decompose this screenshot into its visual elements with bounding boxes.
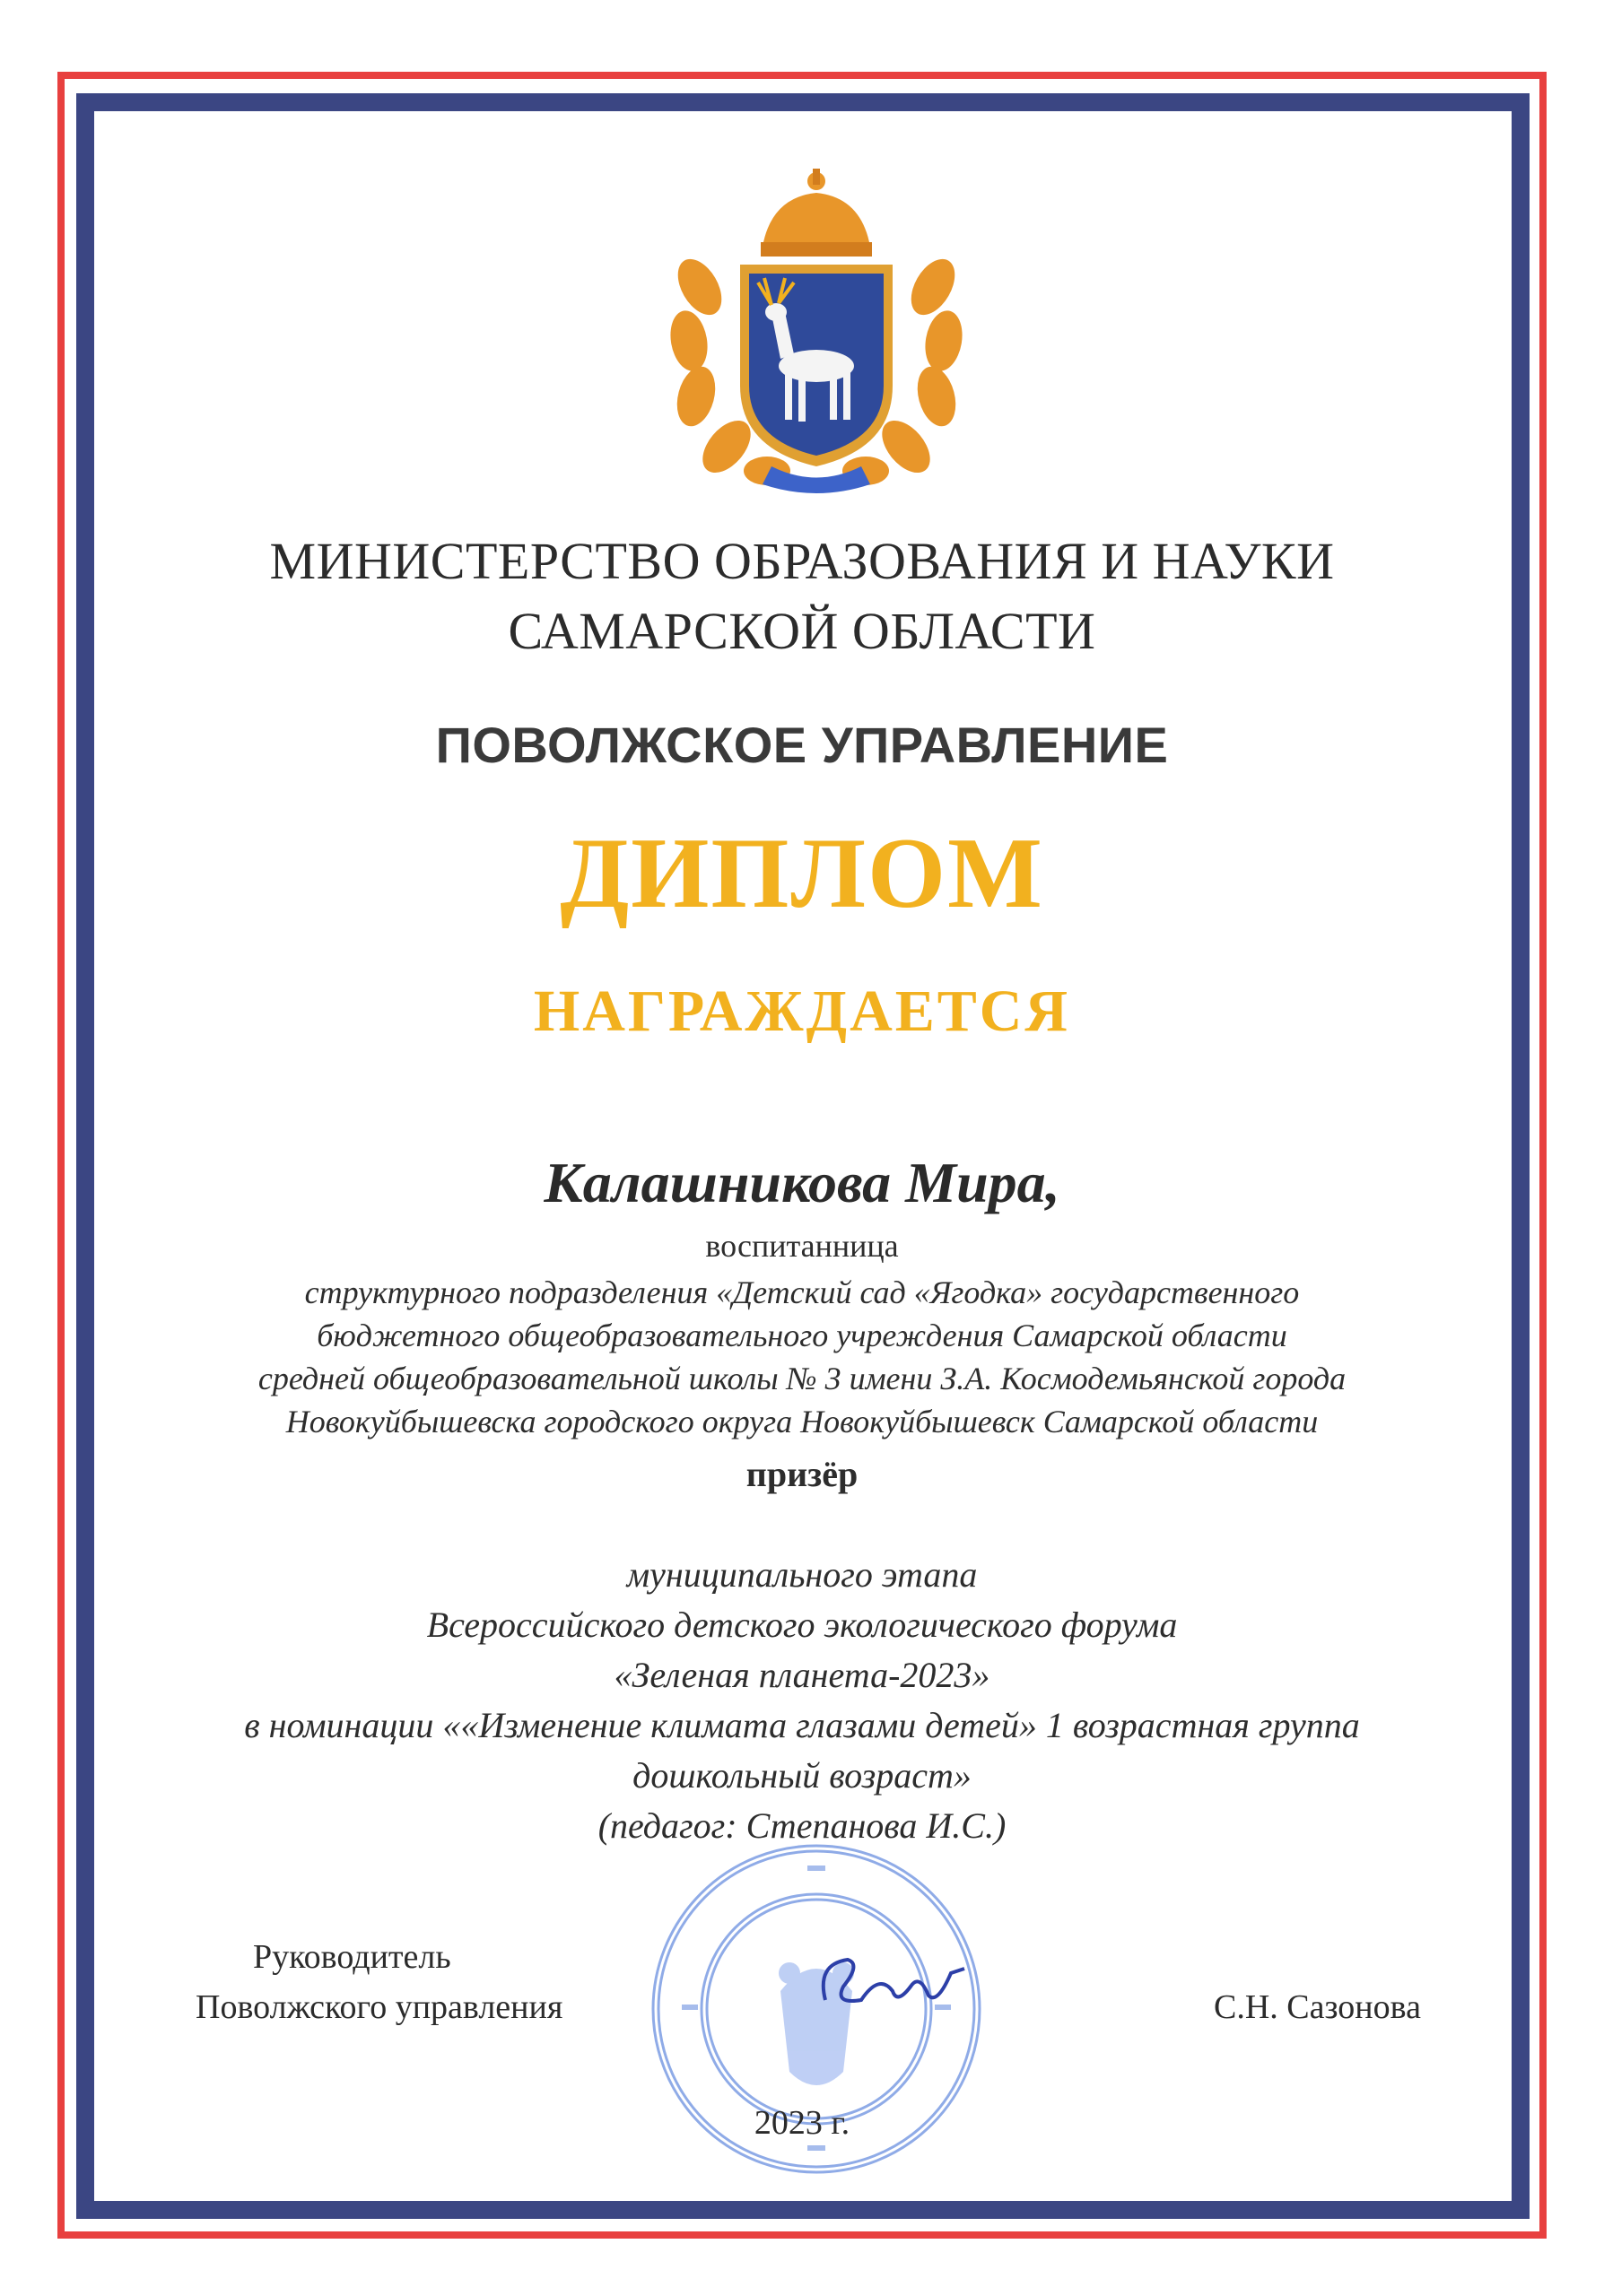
institution-line: Новокуйбышевска городского округа Новокуйбышевск Самарской области <box>285 1404 1319 1439</box>
signer-position-line1: Руководитель <box>253 1938 451 1976</box>
issue-date: 2023 г. <box>754 2104 850 2142</box>
department-title: ПОВОЛЖСКОЕ УПРАВЛЕНИЕ <box>435 717 1169 773</box>
contest-line: Всероссийского детского экологического форума <box>426 1605 1178 1645</box>
contest-line: в номинации ««Изменение климата глазами детей» 1 возрастная группа <box>244 1705 1360 1745</box>
institution-line: средней общеобразовательной школы № 3 имени З.А. Космодемьянской города <box>257 1361 1347 1396</box>
ministry-title-line2: САМАРСКОЙ ОБЛАСТИ <box>508 602 1096 660</box>
recipient-name: Калашникова Мира, <box>544 1151 1060 1214</box>
samara-coat-of-arms-icon <box>664 161 969 493</box>
contest-line: муниципального этапа <box>626 1554 978 1595</box>
recipient-role: воспитанница <box>705 1228 899 1264</box>
signer-name: С.Н. Сазонова <box>1214 1988 1421 2026</box>
institution-line: бюджетного общеобразовательного учреждения Самарской области <box>317 1318 1287 1353</box>
diploma-title: ДИПЛОМ <box>560 818 1044 929</box>
awarded-label: НАГРАЖДАЕТСЯ <box>533 978 1071 1044</box>
contest-line: дошкольный возраст» <box>632 1755 972 1796</box>
contest-line: (педагог: Степанова И.С.) <box>597 1805 1007 1846</box>
place-label: призёр <box>745 1454 859 1494</box>
contest-line: «Зеленая планета-2023» <box>614 1655 990 1695</box>
signer-position-line2: Поволжского управления <box>196 1988 563 2026</box>
signature-icon <box>807 1937 987 2027</box>
ministry-title-line1: МИНИСТЕРСТВО ОБРАЗОВАНИЯ И НАУКИ <box>269 532 1335 590</box>
institution-line: структурного подразделения «Детский сад «Ягодка» государственного <box>304 1274 1300 1310</box>
